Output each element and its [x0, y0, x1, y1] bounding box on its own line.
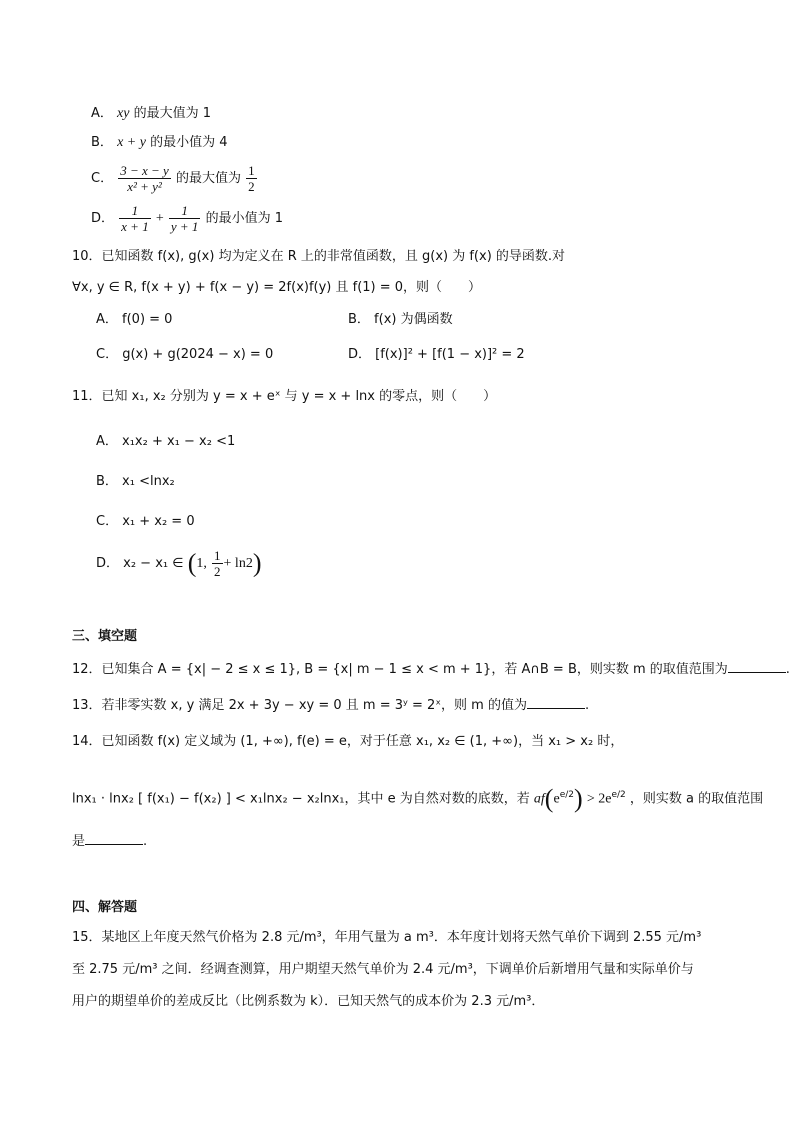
q11-option-a: A． x₁x₂ + x₁ − x₂ <1 — [96, 434, 236, 449]
q11-option-d: D． x₂ − x₁ ∈ (1, $\frac{1}{2}$ + ln2) — [96, 548, 262, 579]
plus-sign: + — [155, 211, 164, 226]
q9-option-d: D． $\frac{1}{x + 1}$ + $\frac{1}{y + 1}$ 的最小值为 1 — [91, 203, 283, 234]
close-paren: ) — [574, 783, 583, 813]
q10-option-b: B． f(x) 为偶函数 — [348, 312, 453, 327]
q10-stem-line2: ∀x, y ∈ R, f(x + y) + f(x − y) = 2f(x)f(y) 且 f(1) = 0，则（ ） — [72, 280, 482, 295]
q10-option-c: C． g(x) + g(2024 − x) = 0 — [96, 347, 274, 362]
q15-line1: 15．某地区上年度天然气价格为 2.8 元/m³，年用气量为 a m³．本年度计划将天然气单价下调到 2.55 元/m³ — [72, 930, 702, 945]
q10-option-a: A． f(0) = 0 — [96, 312, 173, 327]
q10-stem-line1: 10．已知函数 f(x), g(x) 均为定义在 R 上的非常值函数，且 g(x) 为 f(x) 的导函数.对 — [72, 249, 566, 264]
q11-option-c: C． x₁ + x₂ = 0 — [96, 514, 195, 529]
q14-line2: lnx₁ · lnx₂ [ f(x₁) − f(x₂) ] < x₁lnx₂ − x₂lnx₁，其中 e 为自然对数的底数，若 $af(e^{e/2}) > 2e^{e/2}$ ，则实数 a 的取值范围 — [72, 783, 764, 813]
q9-c-value: $\frac{1}{2}$ — [248, 163, 255, 194]
open-paren: ( — [544, 783, 554, 813]
exponent-2: e/2 — [611, 790, 626, 800]
q11-option-b: B． x₁ <lnx₂ — [96, 474, 175, 489]
answer-blank — [85, 832, 143, 845]
q11-d-fraction: $\frac{1}{2}$ — [214, 548, 221, 579]
exponent: e/2 — [559, 790, 575, 800]
q9-c-fraction: $\frac{3 - x - y}{\text{x² + y²}}$ — [120, 163, 169, 194]
q15-line3: 用户的期望单价的差成反比（比例系数为 k）．已知天然气的成本价为 2.3 元/m³． — [72, 994, 545, 1009]
q10-option-d: D． [f(x)]² + [f(1 − x)]² = 2 — [348, 347, 525, 362]
section-solution-title: 四、解答题 — [72, 900, 138, 915]
section-fill-in-title: 三、填空题 — [72, 629, 138, 644]
q14-line1: 14．已知函数 f(x) 定义域为 (1, +∞), f(e) = e，对于任意 x₁, x₂ ∈ (1, +∞)，当 x₁ > x₂ 时， — [72, 734, 624, 749]
answer-blank — [527, 696, 585, 709]
q12-stem: 12．已知集合 A = {x| − 2 ≤ x ≤ 1}, B = {x| m − 1 ≤ x < m + 1}，若 A∩B = B，则实数 m 的取值范围为 . — [72, 662, 790, 677]
q14-line3: 是 . — [72, 834, 148, 849]
q9-d-fraction-1: $\frac{1}{x + 1}$ — [121, 203, 149, 234]
q15-line2: 至 2.75 元/m³ 之间．经调查测算，用户期望天然气单价为 2.4 元/m³，下调单价后新增用气量和实际单价与 — [72, 962, 694, 977]
q9-option-a: A． xy 的最大值为 1 — [91, 106, 212, 121]
q13-stem: 13．若非零实数 x, y 满足 2x + 3y − xy = 0 且 m = 3ʸ = 2ˣ，则 m 的值为 . — [72, 698, 590, 713]
q11-stem: 11．已知 x₁, x₂ 分别为 y = x + eˣ 与 y = x + lnx 的零点，则（ ） — [72, 389, 497, 404]
q9-option-b: B． x + y 的最小值为 4 — [91, 135, 228, 150]
answer-blank — [728, 660, 786, 673]
q9-option-c: C． $\frac{3 - x - y}{\text{x² + y²}}$ 的最大值为 $\frac{1}{2}$ — [91, 163, 255, 194]
q9-d-fraction-2: $\frac{1}{y + 1}$ — [170, 203, 199, 234]
